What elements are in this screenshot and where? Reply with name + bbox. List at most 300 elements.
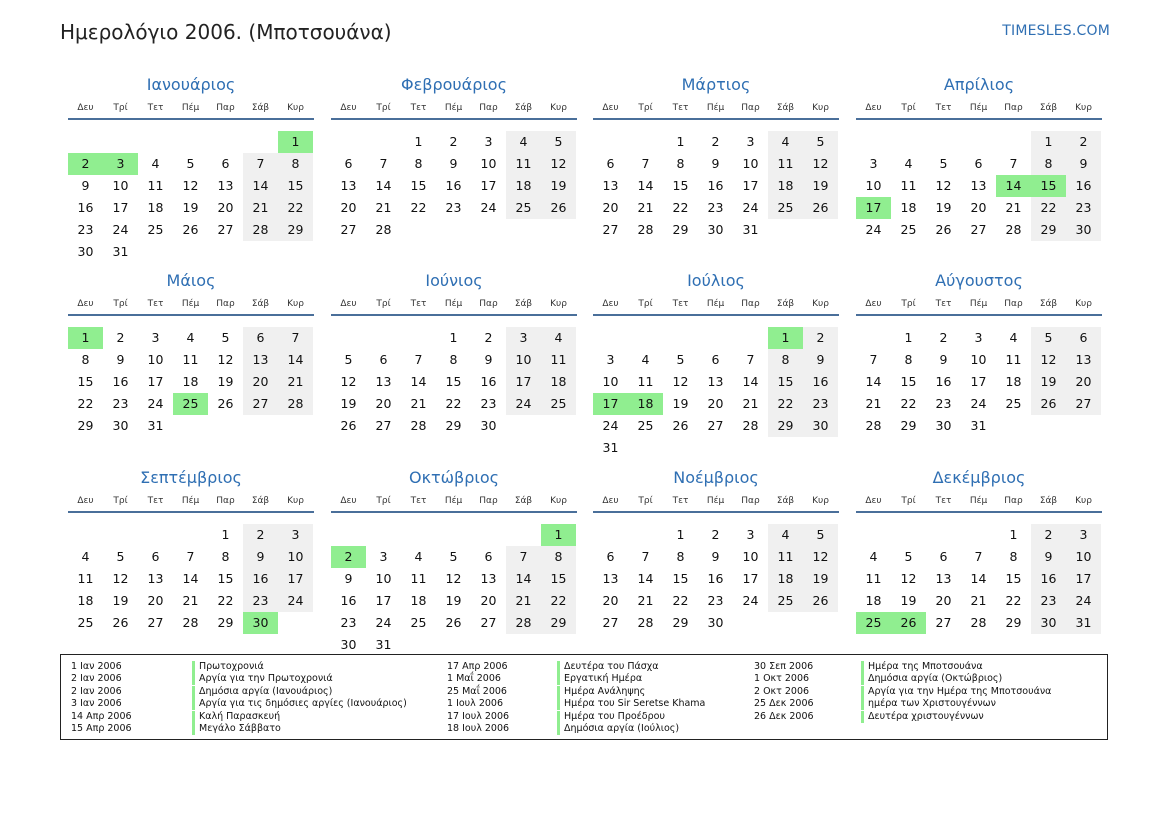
day-cell: 29 — [77, 418, 94, 433]
day-cell: 28 — [1005, 222, 1022, 237]
day-cell: 15 — [278, 175, 313, 197]
day-cell: 21 — [637, 200, 654, 215]
day-cell: 24 — [742, 593, 759, 608]
day-cell: 25 — [637, 418, 654, 433]
holiday-day-cell: 1 — [541, 524, 576, 546]
month-block — [593, 270, 839, 456]
day-cell: 20 — [1066, 371, 1101, 393]
day-cell: 17 — [147, 374, 164, 389]
legend-row — [447, 673, 747, 685]
day-cell: 5 — [1031, 327, 1066, 349]
day-cell: 21 — [410, 396, 427, 411]
weekday-label: Κυρ — [287, 299, 304, 309]
weekday-header — [593, 98, 839, 120]
day-cell: 8 — [676, 156, 685, 171]
day-cell: 11 — [768, 153, 803, 175]
legend-row — [71, 686, 371, 698]
weekday-label: Σάβ — [1039, 299, 1058, 309]
weekday-label: Τετ — [672, 496, 689, 506]
day-cell: 11 — [865, 571, 882, 586]
day-cell: 4 — [186, 330, 195, 345]
day-cell: 6 — [606, 156, 615, 171]
day-cell: 12 — [445, 571, 462, 586]
day-cell: 10 — [480, 156, 497, 171]
day-cell: 23 — [112, 396, 129, 411]
day-cell: 26 — [541, 197, 576, 219]
holiday-name: Ημέρα του Προέδρου — [557, 711, 665, 723]
day-cell: 21 — [637, 593, 654, 608]
day-cell: 10 — [1066, 546, 1101, 568]
day-cell: 25 — [147, 222, 164, 237]
weekday-label: Πέμ — [706, 496, 725, 506]
day-cell: 28 — [410, 418, 427, 433]
day-cell: 22 — [672, 200, 689, 215]
day-cell: 8 — [221, 549, 230, 564]
day-cell: 25 — [410, 615, 427, 630]
day-cell: 22 — [1005, 593, 1022, 608]
holiday-day-cell: 1 — [278, 131, 313, 153]
day-cell: 8 — [768, 349, 803, 371]
legend-row — [71, 723, 371, 735]
day-cell: 11 — [637, 374, 654, 389]
day-cell: 15 — [217, 571, 234, 586]
day-cell: 31 — [147, 418, 164, 433]
weekday-label: Δευ — [865, 299, 882, 309]
day-grid — [331, 120, 577, 260]
day-cell: 8 — [904, 352, 913, 367]
day-cell: 26 — [112, 615, 129, 630]
day-cell: 21 — [970, 593, 987, 608]
legend-row — [754, 698, 1084, 710]
weekday-label: Σάβ — [251, 299, 270, 309]
holiday-day-cell: 25 — [173, 393, 208, 415]
holiday-date: 1 Ιαν 2006 — [71, 661, 122, 672]
weekday-label: Δευ — [340, 299, 357, 309]
holiday-name: Πρωτοχρονιά — [192, 661, 264, 673]
weekday-header — [68, 491, 314, 513]
weekday-label: Σάβ — [514, 103, 533, 113]
month-block — [331, 467, 577, 653]
weekday-header — [856, 98, 1102, 120]
day-cell: 2 — [484, 330, 493, 345]
holiday-day-cell: 14 — [996, 175, 1031, 197]
day-cell: 14 — [637, 178, 654, 193]
day-cell: 26 — [217, 396, 234, 411]
day-cell: 12 — [182, 178, 199, 193]
day-cell: 9 — [484, 352, 493, 367]
day-cell: 16 — [803, 371, 838, 393]
day-cell: 4 — [81, 549, 90, 564]
day-cell: 6 — [939, 549, 948, 564]
day-cell: 27 — [480, 615, 497, 630]
month-block — [593, 74, 839, 260]
day-cell: 4 — [768, 524, 803, 546]
weekday-label: Δευ — [602, 103, 619, 113]
day-cell: 31 — [375, 637, 392, 652]
day-cell: 30 — [112, 418, 129, 433]
day-grid — [593, 513, 839, 653]
day-cell: 2 — [711, 134, 720, 149]
weekday-label: Τρί — [638, 299, 653, 309]
holiday-name: Αργία για την Ημέρα της Μποτσουάνα — [861, 686, 1051, 698]
month-name: Αύγουστος — [935, 271, 1023, 290]
day-cell: 13 — [217, 178, 234, 193]
holiday-name: ημέρα των Χριστουγέννων — [861, 698, 996, 710]
weekday-label: Τετ — [935, 299, 952, 309]
weekday-label: Παρ — [1004, 496, 1023, 506]
day-cell: 29 — [1005, 615, 1022, 630]
holiday-name: Αργία για τις δημόσιες αργίες (Ιανουάριος) — [192, 698, 407, 710]
day-cell: 25 — [541, 393, 576, 415]
day-cell: 20 — [602, 200, 619, 215]
day-cell: 12 — [900, 571, 917, 586]
month-block — [68, 270, 314, 456]
holiday-date: 1 Μαΐ 2006 — [447, 673, 501, 685]
weekday-label: Παρ — [741, 496, 760, 506]
day-cell: 4 — [1009, 330, 1018, 345]
day-cell: 31 — [742, 222, 759, 237]
day-cell: 7 — [186, 549, 195, 564]
day-cell: 26 — [672, 418, 689, 433]
day-cell: 3 — [746, 527, 755, 542]
day-cell: 19 — [182, 200, 199, 215]
month-block — [856, 74, 1102, 260]
day-cell: 5 — [221, 330, 230, 345]
day-cell: 12 — [1031, 349, 1066, 371]
day-cell: 12 — [217, 352, 234, 367]
day-cell: 19 — [935, 200, 952, 215]
month-name: Μάιος — [166, 271, 216, 290]
day-cell: 18 — [768, 568, 803, 590]
day-cell: 16 — [1031, 568, 1066, 590]
day-cell: 2 — [939, 330, 948, 345]
day-cell: 13 — [243, 349, 278, 371]
day-cell: 2 — [449, 134, 458, 149]
day-cell: 6 — [484, 549, 493, 564]
weekday-label: Παρ — [741, 103, 760, 113]
day-cell: 28 — [742, 418, 759, 433]
weekday-label: Τρί — [638, 103, 653, 113]
weekday-label: Κυρ — [550, 299, 567, 309]
day-cell: 23 — [707, 593, 724, 608]
day-cell: 24 — [112, 222, 129, 237]
weekday-label: Τετ — [147, 496, 164, 506]
day-cell: 4 — [151, 156, 160, 171]
day-cell: 22 — [410, 200, 427, 215]
holiday-date: 14 Απρ 2006 — [71, 710, 132, 722]
day-cell: 15 — [900, 374, 917, 389]
day-cell: 2 — [803, 327, 838, 349]
day-cell: 8 — [81, 352, 90, 367]
day-grid — [593, 120, 839, 260]
day-cell: 12 — [541, 153, 576, 175]
day-cell: 14 — [243, 175, 278, 197]
month-name: Οκτώβριος — [408, 468, 499, 487]
holiday-date: 2 Ιαν 2006 — [71, 673, 122, 685]
weekday-label: Παρ — [1004, 103, 1023, 113]
day-cell: 10 — [506, 349, 541, 371]
day-cell: 26 — [803, 197, 838, 219]
day-cell: 5 — [939, 156, 948, 171]
day-cell: 31 — [1066, 612, 1101, 634]
day-cell: 27 — [602, 222, 619, 237]
day-grid — [331, 316, 577, 456]
day-cell: 2 — [1031, 524, 1066, 546]
day-cell: 15 — [1005, 571, 1022, 586]
day-cell: 1 — [904, 330, 913, 345]
holiday-day-cell: 26 — [891, 612, 926, 634]
weekday-label: Δευ — [340, 103, 357, 113]
month-block — [331, 74, 577, 260]
day-cell: 25 — [506, 197, 541, 219]
day-cell: 3 — [974, 330, 983, 345]
holiday-day-cell: 17 — [856, 197, 891, 219]
holiday-name: Δημόσια αργία (Ιούλιος) — [557, 723, 679, 735]
day-cell: 4 — [904, 156, 913, 171]
weekday-label: Δευ — [602, 299, 619, 309]
day-cell: 27 — [935, 615, 952, 630]
day-cell: 27 — [602, 615, 619, 630]
day-cell: 6 — [344, 156, 353, 171]
day-cell: 11 — [410, 571, 427, 586]
day-cell: 7 — [243, 153, 278, 175]
day-cell: 23 — [1031, 590, 1066, 612]
day-cell: 22 — [900, 396, 917, 411]
weekday-label: Τετ — [410, 496, 427, 506]
weekday-label: Παρ — [479, 496, 498, 506]
day-cell: 22 — [445, 396, 462, 411]
day-cell: 8 — [449, 352, 458, 367]
legend-row — [754, 673, 1084, 685]
weekday-label: Δευ — [340, 496, 357, 506]
day-cell: 23 — [707, 200, 724, 215]
day-cell: 16 — [112, 374, 129, 389]
day-cell: 1 — [414, 134, 423, 149]
day-cell: 17 — [1066, 568, 1101, 590]
weekday-label: Σάβ — [776, 299, 795, 309]
legend-row — [447, 661, 747, 673]
legend-column — [754, 661, 1084, 723]
day-cell: 29 — [1031, 219, 1066, 241]
day-cell: 6 — [711, 352, 720, 367]
day-cell: 29 — [768, 415, 803, 437]
holiday-day-cell: 2 — [68, 153, 103, 175]
weekday-label: Τετ — [410, 299, 427, 309]
weekday-label: Τετ — [147, 299, 164, 309]
weekday-label: Κυρ — [1075, 496, 1092, 506]
day-cell: 28 — [637, 222, 654, 237]
day-cell: 11 — [506, 153, 541, 175]
day-cell: 5 — [541, 131, 576, 153]
day-grid — [593, 316, 839, 456]
day-cell: 28 — [506, 612, 541, 634]
weekday-label: Σάβ — [1039, 103, 1058, 113]
day-cell: 4 — [768, 131, 803, 153]
day-cell: 7 — [974, 549, 983, 564]
day-cell: 28 — [278, 393, 313, 415]
day-cell: 13 — [970, 178, 987, 193]
day-cell: 20 — [935, 593, 952, 608]
weekday-label: Πέμ — [706, 103, 725, 113]
weekday-label: Δευ — [602, 496, 619, 506]
day-cell: 18 — [506, 175, 541, 197]
day-cell: 11 — [768, 546, 803, 568]
weekday-label: Κυρ — [550, 496, 567, 506]
day-cell: 16 — [707, 571, 724, 586]
day-cell: 29 — [541, 612, 576, 634]
day-cell: 3 — [746, 134, 755, 149]
day-cell: 14 — [182, 571, 199, 586]
day-cell: 8 — [541, 546, 576, 568]
weekday-label: Σάβ — [514, 299, 533, 309]
day-cell: 19 — [1031, 371, 1066, 393]
day-cell: 17 — [970, 374, 987, 389]
day-grid — [68, 120, 314, 260]
month-name: Μάρτιος — [681, 75, 751, 94]
month-name: Απρίλιος — [943, 75, 1015, 94]
holiday-day-cell: 30 — [243, 612, 278, 634]
day-cell: 24 — [1066, 590, 1101, 612]
day-grid — [856, 316, 1102, 456]
weekday-label: Τρί — [113, 496, 128, 506]
weekday-label: Πέμ — [969, 299, 988, 309]
day-cell: 24 — [278, 590, 313, 612]
weekday-label: Πέμ — [444, 496, 463, 506]
weekday-label: Τρί — [113, 103, 128, 113]
legend-row — [71, 673, 371, 685]
weekday-label: Σάβ — [251, 103, 270, 113]
day-cell: 21 — [742, 396, 759, 411]
holiday-name: Ημέρα της Μποτσουάνα — [861, 661, 983, 673]
day-cell: 9 — [81, 178, 90, 193]
holiday-day-cell: 3 — [103, 153, 138, 175]
day-cell: 5 — [344, 352, 353, 367]
day-grid — [68, 316, 314, 456]
day-cell: 17 — [278, 568, 313, 590]
weekday-label: Κυρ — [287, 496, 304, 506]
day-cell: 15 — [445, 374, 462, 389]
day-cell: 12 — [112, 571, 129, 586]
weekday-label: Τρί — [376, 103, 391, 113]
weekday-label: Σάβ — [776, 103, 795, 113]
weekday-label: Πέμ — [181, 103, 200, 113]
day-cell: 7 — [641, 549, 650, 564]
weekday-label: Τετ — [935, 496, 952, 506]
day-cell: 13 — [147, 571, 164, 586]
day-cell: 7 — [379, 156, 388, 171]
day-cell: 12 — [935, 178, 952, 193]
day-cell: 16 — [935, 374, 952, 389]
weekday-label: Δευ — [865, 496, 882, 506]
day-cell: 10 — [278, 546, 313, 568]
day-cell: 7 — [746, 352, 755, 367]
day-cell: 19 — [112, 593, 129, 608]
day-cell: 23 — [77, 222, 94, 237]
day-cell: 4 — [641, 352, 650, 367]
day-cell: 24 — [375, 615, 392, 630]
weekday-label: Πέμ — [444, 103, 463, 113]
weekday-label: Δευ — [77, 299, 94, 309]
weekday-label: Πέμ — [444, 299, 463, 309]
day-cell: 14 — [970, 571, 987, 586]
day-cell: 13 — [602, 571, 619, 586]
holiday-date: 17 Ιουλ 2006 — [447, 710, 510, 722]
day-cell: 8 — [1009, 549, 1018, 564]
day-cell: 23 — [1066, 197, 1101, 219]
weekday-label: Παρ — [216, 103, 235, 113]
weekday-label: Παρ — [216, 496, 235, 506]
day-cell: 10 — [970, 352, 987, 367]
weekday-label: Τετ — [672, 103, 689, 113]
day-cell: 18 — [77, 593, 94, 608]
day-cell: 9 — [116, 352, 125, 367]
month-block — [856, 467, 1102, 653]
day-cell: 23 — [803, 393, 838, 415]
weekday-label: Τρί — [901, 496, 916, 506]
day-cell: 20 — [707, 396, 724, 411]
brand-link[interactable]: TIMESLES.COM — [1002, 23, 1110, 39]
holiday-day-cell: 18 — [628, 393, 663, 415]
legend-row — [447, 723, 747, 735]
day-cell: 28 — [243, 219, 278, 241]
day-cell: 7 — [641, 156, 650, 171]
day-cell: 29 — [900, 418, 917, 433]
month-name: Ιούνιος — [425, 271, 483, 290]
day-cell: 7 — [278, 327, 313, 349]
weekday-label: Δευ — [77, 103, 94, 113]
day-cell: 24 — [602, 418, 619, 433]
day-cell: 11 — [77, 571, 94, 586]
day-cell: 6 — [606, 549, 615, 564]
day-cell: 20 — [970, 200, 987, 215]
day-cell: 26 — [445, 615, 462, 630]
day-cell: 17 — [112, 200, 129, 215]
day-cell: 21 — [865, 396, 882, 411]
day-cell: 26 — [340, 418, 357, 433]
day-cell: 30 — [77, 244, 94, 259]
day-cell: 7 — [414, 352, 423, 367]
month-block — [68, 467, 314, 653]
day-cell: 23 — [935, 396, 952, 411]
day-cell: 4 — [869, 549, 878, 564]
day-cell: 9 — [939, 352, 948, 367]
weekday-label: Τρί — [113, 299, 128, 309]
day-cell: 9 — [803, 349, 838, 371]
day-cell: 22 — [672, 593, 689, 608]
day-cell: 18 — [1005, 374, 1022, 389]
day-cell: 1 — [449, 330, 458, 345]
day-cell: 16 — [707, 178, 724, 193]
holiday-day-cell: 1 — [68, 327, 103, 349]
holiday-date: 1 Ιουλ 2006 — [447, 698, 503, 710]
month-name: Νοέμβριος — [673, 468, 759, 487]
holiday-date: 17 Απρ 2006 — [447, 661, 508, 672]
day-cell: 27 — [147, 615, 164, 630]
day-cell: 9 — [1031, 546, 1066, 568]
day-cell: 17 — [480, 178, 497, 193]
day-cell: 15 — [672, 571, 689, 586]
day-cell: 21 — [506, 590, 541, 612]
weekday-label: Τρί — [638, 496, 653, 506]
day-cell: 6 — [221, 156, 230, 171]
day-cell: 12 — [803, 153, 838, 175]
day-cell: 22 — [278, 197, 313, 219]
weekday-label: Δευ — [77, 496, 94, 506]
day-cell: 19 — [803, 175, 838, 197]
weekday-label: Τρί — [376, 496, 391, 506]
weekday-label: Δευ — [865, 103, 882, 113]
holiday-name: Μεγάλο Σάββατο — [192, 723, 281, 735]
